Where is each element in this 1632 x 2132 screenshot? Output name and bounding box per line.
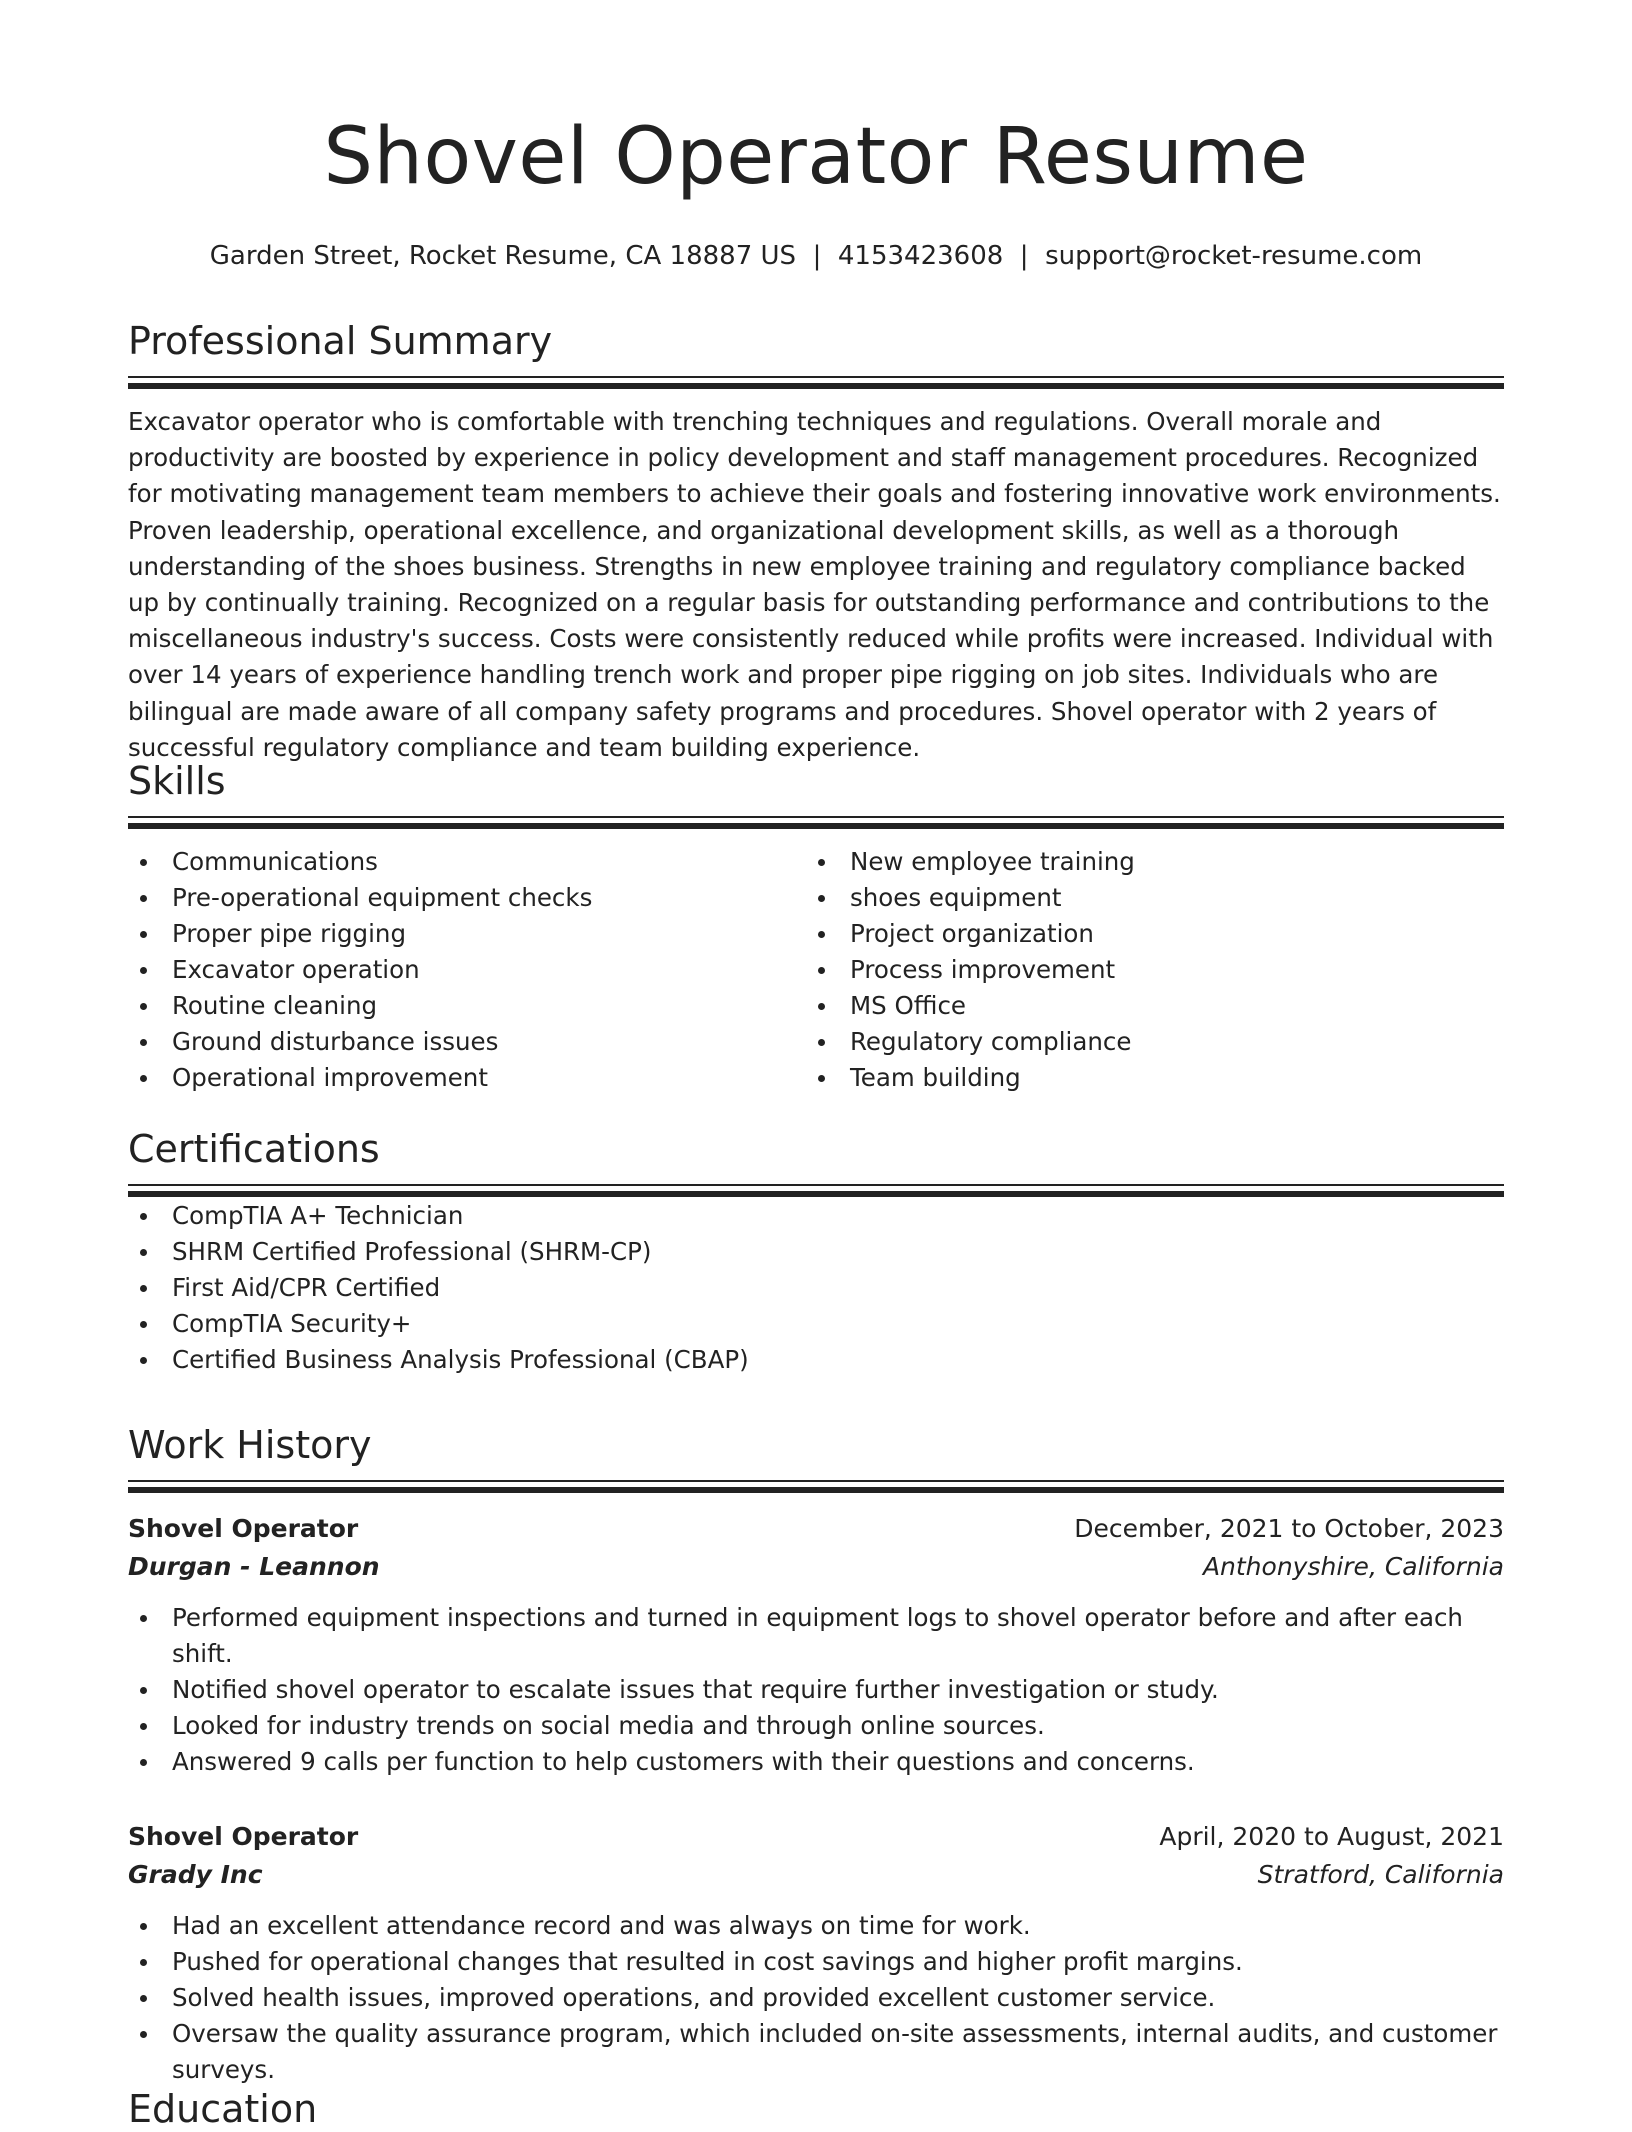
summary-section: [128, 318, 1504, 766]
summary-text: Excavator operator who is comfortable with trenching techniques and regulations. Overall morale and productivity are boosted by experience in policy development and staff management procedures. Recognized for motivating management team members to achieve their goals and fostering innovative work environments. Proven leadership, operational excellence, and organizational development skills, as well as a thorough understanding of the shoes business. Strengths in new employee training and regulatory compliance backed up by continually training. Recognized on a regular basis for outstanding performance and contributions to the miscellaneous industry's success. Costs were consistently reduced while profits were increased. Individual with over 14 years of experience handling trench work and proper pipe rigging on job sites. Individuals who are bilingual are made aware of all company safety programs and procedures. Shovel operator with 2 years of successful regulatory compliance and team building experience.: [128, 407, 1501, 762]
skill-item: Communications: [128, 844, 806, 880]
skill-item: Proper pipe rigging: [128, 916, 806, 952]
job-bullet: Solved health issues, improved operations, and provided excellent customer service.: [128, 1980, 1504, 2016]
certification-item: First Aid/CPR Certified: [128, 1270, 1504, 1306]
job-location: Anthonyshire, California: [1202, 1552, 1504, 1581]
job-dates: December, 2021 to October, 2023: [1074, 1514, 1504, 1543]
skill-item: shoes equipment: [806, 880, 1484, 916]
job-bullet: Notified shovel operator to escalate issues that require further investigation or study.: [128, 1672, 1504, 1708]
job-bullet: Pushed for operational changes that resulted in cost savings and higher profit margins.: [128, 1944, 1504, 1980]
skills-section: [128, 758, 1504, 1096]
skill-item: Operational improvement: [128, 1060, 806, 1096]
job-bullets: [128, 1600, 1504, 1780]
job-bullet: Answered 9 calls per function to help customers with their questions and concerns.: [128, 1744, 1504, 1780]
certification-item: CompTIA Security+: [128, 1306, 1504, 1342]
certifications-list: [128, 1198, 1504, 1378]
job-company: Durgan - Leannon: [128, 1552, 380, 1581]
work-history-heading: Work History: [128, 1423, 372, 1467]
skills-heading: Skills: [128, 759, 226, 803]
job-header-row: [128, 1818, 1504, 1856]
job-bullet: Looked for industry trends on social media and through online sources.: [128, 1708, 1504, 1744]
summary-heading: Professional Summary: [128, 319, 553, 363]
job-entry: [128, 1818, 1504, 2088]
skill-item: Routine cleaning: [128, 988, 806, 1024]
job-entry: [128, 1510, 1504, 1780]
education-heading: Education: [128, 2087, 318, 2131]
contact-line: Garden Street, Rocket Resume, CA 18887 US | 4153423608 | support@rocket-resume.com: [209, 241, 1423, 271]
certification-item: CompTIA A+ Technician: [128, 1198, 1504, 1234]
skill-item: Team building: [806, 1060, 1484, 1096]
skill-item: New employee training: [806, 844, 1484, 880]
job-company-row: [128, 1856, 1504, 1894]
certification-item: Certified Business Analysis Professional (CBAP): [128, 1342, 1504, 1378]
work-history-section: [128, 1422, 1504, 2088]
section-divider: [128, 1480, 1504, 1494]
job-header-row: [128, 1510, 1504, 1548]
skill-item: MS Office: [806, 988, 1484, 1024]
skills-right-list: [806, 844, 1484, 1096]
certifications-section: [128, 1126, 1504, 1378]
certification-item: SHRM Certified Professional (SHRM-CP): [128, 1234, 1504, 1270]
skill-item: Process improvement: [806, 952, 1484, 988]
job-company: Grady Inc: [128, 1860, 263, 1889]
section-divider: [128, 816, 1504, 830]
job-title: Shovel Operator: [128, 1514, 359, 1543]
job-bullet: Performed equipment inspections and turned in equipment logs to shovel operator before and after each shift.: [128, 1600, 1504, 1672]
job-location: Stratford, California: [1257, 1860, 1504, 1889]
section-divider: [128, 376, 1504, 390]
skill-item: Excavator operation: [128, 952, 806, 988]
skill-item: Ground disturbance issues: [128, 1024, 806, 1060]
education-section: [128, 2086, 1504, 2132]
skill-item: Project organization: [806, 916, 1484, 952]
job-bullets: [128, 1908, 1504, 2088]
resume-title: Shovel Operator Resume: [323, 112, 1309, 202]
job-bullet: Had an excellent attendance record and was always on time for work.: [128, 1908, 1504, 1944]
skill-item: Pre-operational equipment checks: [128, 880, 806, 916]
job-company-row: [128, 1548, 1504, 1586]
skill-item: Regulatory compliance: [806, 1024, 1484, 1060]
job-bullet: Oversaw the quality assurance program, which included on-site assessments, internal audits, and customer surveys.: [128, 2016, 1504, 2088]
job-dates: April, 2020 to August, 2021: [1159, 1822, 1504, 1851]
section-divider: [128, 1184, 1504, 1198]
job-title: Shovel Operator: [128, 1822, 359, 1851]
skills-left-list: [128, 844, 806, 1096]
certifications-heading: Certifications: [128, 1127, 380, 1171]
skills-grid: [128, 844, 1504, 1096]
